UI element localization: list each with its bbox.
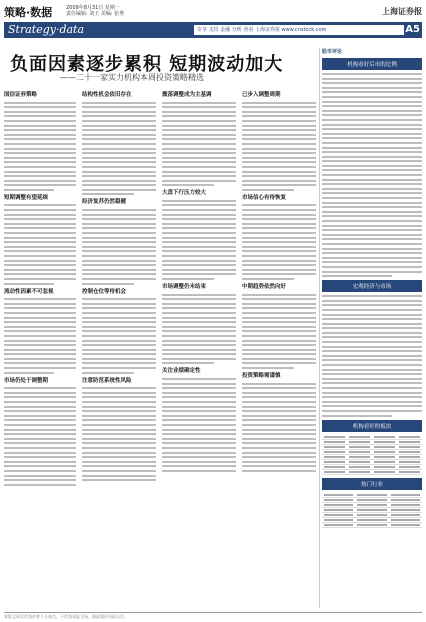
body-text: [162, 378, 236, 472]
article-column-1: [4, 88, 76, 608]
headline: 负面因素逐步累积 短期波动加大: [10, 54, 284, 75]
body-text: [242, 383, 316, 472]
section-name: 策略·数据: [4, 6, 53, 19]
section-title: 注意防范系统性风险: [82, 377, 132, 384]
body-text: [82, 387, 156, 481]
section-title: 市场信心有待恢复: [242, 194, 287, 201]
section-title: 震荡调整成为主基调: [162, 92, 212, 98]
sidebar-text: [322, 73, 422, 277]
section-title: 市场调整仍未结束: [162, 283, 207, 290]
sidebar-box-title: 机构看好的板块: [322, 420, 422, 432]
body-text: [4, 204, 76, 284]
subheadline: ——二十一家实力机构本周投资策略精选: [60, 73, 204, 82]
body-text: [162, 102, 236, 187]
sidebar-box-title: 机构看好后市的比例: [322, 58, 422, 70]
section-title: 短期调整有望延续: [4, 194, 49, 201]
data-table: [322, 493, 422, 528]
newspaper-name: 上海证券报: [382, 7, 422, 16]
footer-disclaimer: 本版文章仅代表作者个人观点，不代表本报立场，据此操作风险自负。: [4, 612, 422, 620]
column-divider: [319, 48, 320, 608]
body-text: [162, 294, 236, 365]
article-column-4: [242, 88, 316, 608]
article-column-3: [162, 88, 236, 608]
strategy-title: Strategy·data: [8, 23, 85, 36]
advertisement-strip: 专享 支持 金融 分析 查看 上海证券报 www.cnstock.com: [194, 25, 404, 35]
sidebar-box-title: 热门行业: [322, 478, 422, 490]
article-column-2: [82, 88, 156, 608]
masthead: [4, 4, 422, 22]
body-text: [242, 204, 316, 280]
section-title: 控制仓位等待机会: [82, 288, 127, 295]
sidebar-tag: 股市评论: [322, 49, 343, 55]
body-text: [82, 298, 156, 374]
body-text: [4, 298, 76, 374]
page-number: A5: [405, 24, 420, 35]
sidebar-text: [322, 295, 422, 416]
date-line: 2009年8月31日 星期一: [66, 5, 120, 11]
section-title: 已步入调整周期: [242, 92, 281, 98]
sidebar-box-title: 宏观经济与市场: [322, 280, 422, 292]
body-text: [4, 102, 76, 191]
body-text: [4, 387, 76, 485]
body-text: [82, 102, 156, 196]
body-text: [82, 209, 156, 285]
body-text: [242, 294, 316, 370]
body-text: [162, 200, 236, 280]
section-title: 结构性机会依旧存在: [82, 92, 132, 98]
section-title: 市场仍处于调整期: [4, 377, 49, 384]
sidebar: [322, 48, 422, 608]
editor-line: 责任编辑: 刘玉 美编: 张秀: [66, 11, 125, 17]
section-title: 关注业绩确定性: [162, 368, 201, 375]
section-title: 投资策略需谨慎: [242, 373, 281, 380]
data-table: [322, 435, 422, 475]
section-title: 经济复苏仍然稳健: [82, 199, 127, 206]
section-title: 国信证券策略: [4, 92, 38, 98]
section-title: 中期趋势依然向好: [242, 283, 287, 290]
section-title: 流动性因素不可忽视: [4, 288, 54, 295]
body-text: [242, 102, 316, 191]
section-title: 大盘下行压力较大: [162, 190, 207, 197]
strategy-bar: [4, 22, 422, 38]
